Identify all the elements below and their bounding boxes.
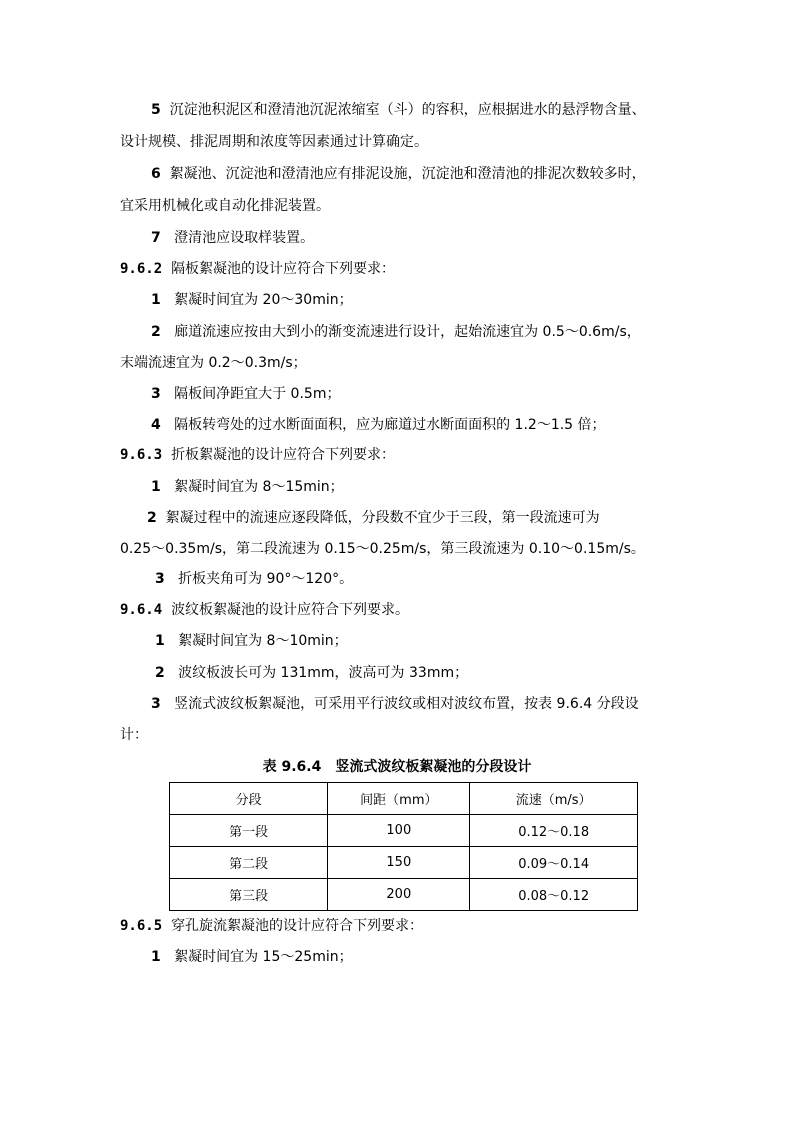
section-9-6-5 [120,916,423,936]
item-7 [151,228,314,248]
table-row [170,847,638,879]
item-number: 3 [155,571,165,587]
item-text: 絮凝时间宜为 8～15min； [174,479,344,495]
item-number: 1 [151,949,161,965]
segment-design-table [169,782,638,911]
section-text: 折板絮凝池的设计应符合下列要求： [171,447,396,463]
s964-item-1 [155,631,348,651]
item-text: 澄清池应设取样装置。 [174,230,315,246]
item-text: 竖流式波纹板絮凝池，可采用平行波纹或相对波纹布置，按表 9.6.4 分段设 [174,696,639,712]
table-cell: 200 [328,879,470,911]
table-cell: 150 [328,847,470,879]
section-number: 9.6.4 [120,602,163,618]
section-number: 9.6.2 [120,261,163,277]
section-text: 穿孔旋流絮凝池的设计应符合下列要求： [171,918,424,934]
s962-item-2-line2 [120,353,307,373]
item-number: 2 [155,665,165,681]
item-text: 絮凝时间宜为 15～25min； [174,949,353,965]
table-row [170,815,638,847]
item-number: 1 [151,479,161,495]
item-text: 末端流速宜为 0.2～0.3m/s； [120,355,307,371]
section-number: 9.6.5 [120,918,163,934]
item-text: 絮凝时间宜为 8～10min； [178,633,348,649]
table-header-cell: 流速（m/s） [470,783,638,815]
table-cell: 第二段 [170,847,328,879]
table-header-cell: 间距（mm） [328,783,470,815]
item-text: 絮凝池、沉淀池和澄清池应有排泥设施，沉淀池和澄清池的排泥次数较多时， [169,166,646,182]
table-header-row [170,783,638,815]
s962-item-1 [151,290,353,310]
item-number: 3 [151,386,161,402]
s963-item-1 [151,477,344,497]
table-cell: 第三段 [170,879,328,911]
item-5-line2 [120,132,428,152]
item-text: 计： [120,727,148,743]
section-9-6-2 [120,259,395,279]
table-cell: 0.09～0.14 [470,847,638,879]
s962-item-2-line1 [151,322,641,342]
item-number: 2 [151,324,161,340]
section-text: 隔板絮凝池的设计应符合下列要求： [171,261,396,277]
s965-item-1 [151,947,353,967]
table-cell: 0.08～0.12 [470,879,638,911]
item-text: 设计规模、排泥周期和浓度等因素通过计算确定。 [120,134,428,150]
section-text: 波纹板絮凝池的设计应符合下列要求。 [171,602,410,618]
table-cell: 100 [328,815,470,847]
s964-item-2 [155,663,468,683]
item-text: 隔板间净距宜大于 0.5m； [174,386,341,402]
item-number: 2 [147,510,157,526]
item-text: 折板夹角可为 90°～120°。 [178,571,354,587]
table-row [170,879,638,911]
section-9-6-4 [120,600,409,620]
item-number: 5 [151,102,161,118]
item-text: 隔板转弯处的过水断面面积，应为廊道过水断面面积的 1.2～1.5 倍； [174,417,606,433]
table-header-cell: 分段 [170,783,328,815]
item-number: 1 [155,633,165,649]
s962-item-4 [151,415,606,435]
item-number: 1 [151,292,161,308]
section-9-6-3 [120,445,395,465]
s964-item-3-line2 [120,725,148,745]
s963-item-3 [155,569,353,589]
s963-item-2-line2 [120,539,645,559]
item-6-line1 [151,164,646,184]
item-text: 廊道流速应按由大到小的渐变流速进行设计，起始流速宜为 0.5～0.6m/s， [174,324,641,340]
item-number: 7 [151,230,161,246]
item-text: 波纹板波长可为 131mm，波高可为 33mm； [178,665,469,681]
s962-item-3 [151,384,340,404]
item-5-line1 [151,100,646,120]
item-text: 沉淀池积泥区和澄清池沉泥浓缩室（斗）的容积，应根据进水的悬浮物含量、 [169,102,646,118]
item-text: 宜采用机械化或自动化排泥装置。 [120,198,330,214]
item-number: 4 [151,417,161,433]
item-text: 絮凝时间宜为 20～30min； [174,292,353,308]
item-text: 絮凝过程中的流速应逐段降低，分段数不宜少于三段，第一段流速可为 [165,510,600,526]
s964-item-3-line1 [151,694,639,714]
item-text: 0.25～0.35m/s，第二段流速为 0.15～0.25m/s，第三段流速为 0.10～0.15m/s。 [120,541,645,557]
section-number: 9.6.3 [120,447,163,463]
table-title: 表 9.6.4 竖流式波纹板絮凝池的分段设计 [262,759,532,775]
table-cell: 第一段 [170,815,328,847]
item-number: 3 [151,696,161,712]
item-number: 6 [151,166,161,182]
item-6-line2 [120,196,330,216]
table-cell: 0.12～0.18 [470,815,638,847]
s963-item-2-line1 [147,508,600,528]
